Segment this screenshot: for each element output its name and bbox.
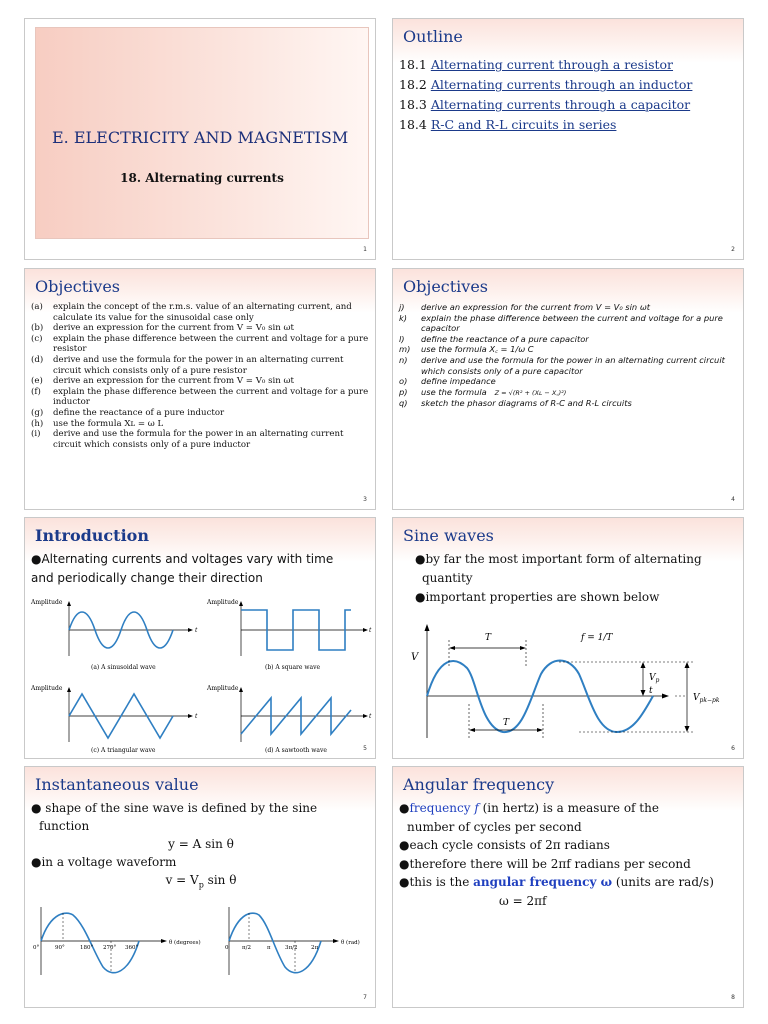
degrees-plot	[33, 907, 201, 975]
equation: y = A sin θ	[168, 837, 234, 851]
outline-link[interactable]: Alternating currents through a capacitor	[430, 97, 691, 112]
slide-7	[24, 766, 376, 1008]
slide-title: Objectives	[35, 277, 121, 296]
intro-bullet: ●Alternating currents and voltages vary with time and periodically change their direction	[31, 552, 334, 585]
svg-text:V: V	[411, 652, 419, 663]
objective-item: j) derive an expression for the current from V = V₀ sin ωt	[399, 302, 651, 312]
svg-text:t: t	[369, 627, 372, 634]
objective-item: (c) explain the phase difference between the current and voltage for a pure resistor	[31, 333, 369, 355]
slide-number: 1	[363, 246, 367, 253]
objective-item: q) sketch the phasor diagrams of R-C and R-L circuits	[399, 398, 632, 409]
term-angular-frequency: angular frequency ω	[473, 875, 613, 889]
svg-text:Vpk−pk: $V_{pk-pk}$	[693, 693, 720, 704]
svg-text:90°: 90°	[55, 945, 65, 951]
svg-text:270°: 270°	[103, 945, 117, 951]
equation: $v = V_p$ sin θ	[165, 873, 237, 890]
outline-item[interactable]: 18.1 Alternating current through a resistor	[399, 57, 674, 72]
objectives-list	[399, 302, 739, 409]
svg-text:2π: 2π	[311, 945, 319, 951]
sawtooth-wave-figure	[206, 685, 372, 754]
main-title: E. ELECTRICITY AND MAGNETISM	[52, 128, 349, 147]
equation: ω = 2πf	[499, 893, 547, 908]
objective-item: (f) explain the phase difference between the current and voltage for a pure inductor	[31, 386, 369, 408]
slide-title: Objectives	[403, 277, 489, 296]
slide-number: 5	[363, 745, 367, 752]
svg-text:0: 0	[225, 945, 229, 951]
title-panel	[35, 27, 369, 239]
caption: (c) A triangular wave	[91, 747, 156, 754]
objectives-list	[31, 302, 371, 450]
svg-text:θ (degrees): θ (degrees)	[169, 940, 201, 946]
slide-number: 8	[731, 994, 735, 1001]
objective-item: p) use the formula Z = √(R² + (Xʟ − X꜀)²)	[399, 386, 567, 397]
caption: (a) A sinusoidal wave	[91, 664, 156, 671]
svg-text:π/2: π/2	[242, 945, 251, 951]
slide-number: 7	[363, 994, 367, 1001]
objective-item: (g) define the reactance of a pure inductor	[31, 407, 225, 418]
subtitle: 18. Alternating currents	[120, 171, 284, 185]
svg-text:t: t	[195, 713, 198, 720]
svg-text:π: π	[267, 945, 271, 951]
slide-number: 6	[731, 745, 735, 752]
caption: (d) A sawtooth wave	[265, 747, 327, 754]
instantaneous-wave-plots	[25, 899, 376, 989]
radians-plot	[225, 907, 360, 975]
slide-title: Introduction	[35, 526, 149, 545]
sine-wave-diagram	[393, 614, 744, 754]
bullet-list: ●frequency f (in hertz) is a measure of the number of cycles per second ●each cycle consists of 2π radians ●therefore there will be 2πf radians per second ●this is the angular frequency ω (units are rad/s) ω = 2πf	[399, 799, 739, 910]
square-wave-figure	[206, 599, 372, 671]
outline-link[interactable]: R-C and R-L circuits in series	[430, 117, 617, 132]
term-frequency: frequency	[409, 801, 475, 815]
objective-item: n) derive and use the formula for the power in an alternating current circuit which consists only of a pure capacitor	[399, 354, 725, 376]
slide-number: 4	[731, 496, 735, 503]
svg-text:0°: 0°	[33, 945, 40, 951]
slide-number: 3	[363, 496, 367, 503]
svg-text:180°: 180°	[80, 945, 94, 951]
slide-title: Sine waves	[403, 526, 494, 545]
outline-list	[399, 55, 692, 135]
slide-title: Angular frequency	[403, 775, 555, 794]
objective-item: m) use the formula X꜀ = 1/ω C	[399, 344, 534, 355]
slide-1	[24, 18, 376, 260]
svg-text:t: t	[369, 713, 372, 720]
sinusoidal-wave-figure	[30, 599, 198, 671]
svg-text:t: t	[195, 627, 198, 634]
svg-text:Amplitude: Amplitude	[207, 685, 239, 692]
objective-item: o) define impedance	[399, 376, 496, 387]
caption: (b) A square wave	[265, 664, 321, 671]
triangular-wave-figure	[30, 685, 198, 754]
svg-text:f = 1/T: f = 1/T	[581, 633, 613, 643]
objective-item: (d) derive and use the formula for the power in an alternating current circuit which consists only of a pure resistor	[31, 354, 344, 376]
svg-text:T: T	[503, 718, 510, 728]
slide-2	[392, 18, 744, 260]
slide-title: Outline	[403, 27, 463, 46]
slide-title: Instantaneous value	[35, 775, 199, 794]
objective-item: (e) derive an expression for the current from V = V₀ sin ωt	[31, 376, 294, 387]
slide-number: 2	[731, 246, 735, 253]
svg-text:3π/2: 3π/2	[285, 945, 298, 951]
axis-label: Amplitude	[31, 599, 63, 606]
slide-5	[24, 517, 376, 759]
svg-text:θ (rad): θ (rad)	[341, 940, 360, 946]
svg-text:360°: 360°	[125, 945, 139, 951]
objective-item: k) explain the phase difference between the current and voltage for a pure capacitor	[399, 312, 723, 334]
waveform-panel	[25, 590, 376, 759]
slide-6	[392, 517, 744, 759]
impedance-formula: Z = √(R² + (Xʟ − X꜀)²)	[494, 388, 567, 397]
objective-item: (a) explain the concept of the r.m.s. value of an alternating current, and calculate its value for the sinusoidal case only	[31, 302, 352, 323]
slide-4	[392, 268, 744, 510]
outline-link[interactable]: Alternating currents through an inductor	[430, 77, 693, 92]
objective-item: (i) derive and use the formula for the power in an alternating current circuit which consists only of a pure inductor	[31, 429, 344, 450]
outline-item[interactable]: 18.3 Alternating currents through a capacitor	[399, 97, 691, 112]
objective-item: (h) use the formula Xʟ = ω L	[31, 418, 164, 429]
objective-item: (b) derive an expression for the current from V = V₀ sin ωt	[31, 323, 294, 334]
svg-text:Amplitude: Amplitude	[31, 685, 63, 692]
svg-text:t: t	[649, 686, 653, 696]
svg-text:T: T	[485, 633, 492, 643]
svg-text:Amplitude: Amplitude	[207, 599, 239, 606]
slide-8	[392, 766, 744, 1008]
outline-item[interactable]: 18.2 Alternating currents through an inductor	[399, 77, 693, 92]
svg-text:Vp: $V_p$	[649, 673, 660, 684]
outline-link[interactable]: Alternating current through a resistor	[430, 57, 674, 72]
bullet-list: ● shape of the sine wave is defined by the sine function y = A sin θ ●in a voltage waveform $v = V_p$ sin θ	[31, 799, 371, 894]
objective-item: l) define the reactance of a pure capacitor	[399, 333, 589, 344]
outline-item[interactable]: 18.4 R-C and R-L circuits in series	[399, 117, 617, 132]
bullet-list: ●by far the most important form of alternating quantity ●important properties are shown below	[415, 552, 702, 604]
slide-3	[24, 268, 376, 510]
